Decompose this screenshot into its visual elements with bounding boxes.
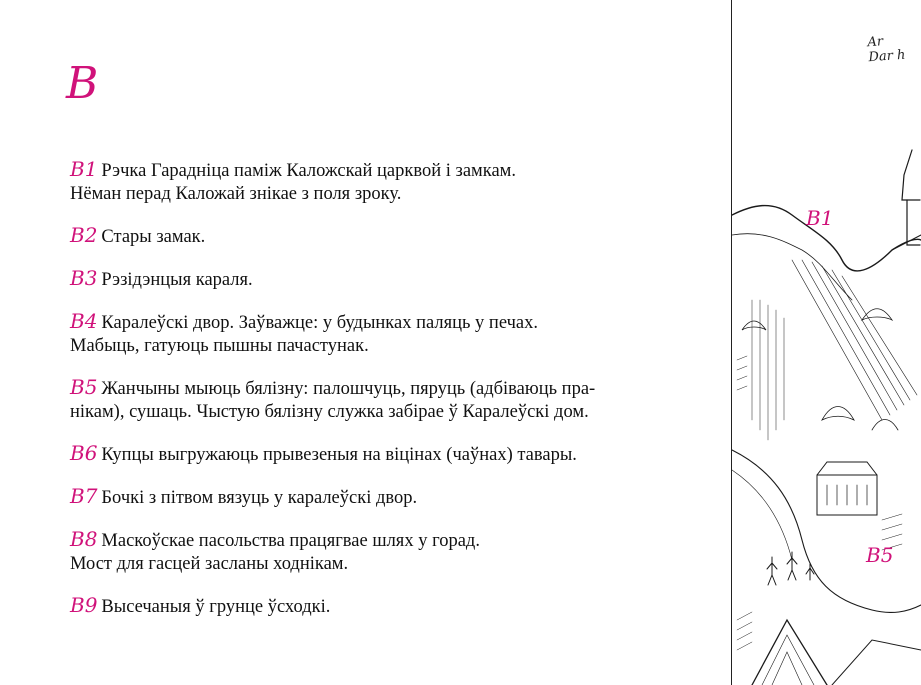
legend-item xyxy=(70,267,710,292)
legend-text-line: Мост для гасцей засланы ходнiкам. xyxy=(70,554,349,574)
legend-text-line: Жанчыны мыюць бялiзну: палошчуць, пяруць (адбiваюць пра- xyxy=(101,379,596,399)
legend-code: В3 xyxy=(70,266,98,290)
legend-text-line: Каралеўскi двор. Заўважце: у будынках паляць у печах. xyxy=(101,313,538,333)
legend-code: В7 xyxy=(70,484,98,508)
engraving-caption-line: Ar xyxy=(866,34,884,51)
legend-list xyxy=(70,158,710,637)
legend-text-line: Мабыць, гатуюць пышны пачастунак. xyxy=(70,336,369,356)
legend-item xyxy=(70,158,710,206)
legend-item xyxy=(70,224,710,249)
section-letter: В xyxy=(66,58,99,109)
legend-code: В8 xyxy=(70,527,98,551)
legend-item xyxy=(70,442,710,467)
legend-text-line: Рэчка Гараднiца памiж Каложскай царквой i замкам. xyxy=(101,161,516,181)
legend-text-line: Нёман перад Каложай знiкае з поля зроку. xyxy=(70,184,402,204)
legend-item xyxy=(70,310,710,358)
legend-item xyxy=(70,528,710,576)
engraving-illustration xyxy=(732,0,921,685)
legend-text-line: Высечаныя ў грунце ўсходкi. xyxy=(101,597,331,617)
legend-text-line: Купцы выгружаюць прывезеныя на вiцiнах (чаўнах) тавары. xyxy=(101,445,577,465)
legend-text-line: нiкам), сушаць. Чыстую бялiзну служка забiрае ў Каралеўскi дом. xyxy=(70,402,589,422)
map-label-b1: В1 xyxy=(806,206,834,230)
map-label-b5: В5 xyxy=(866,543,894,567)
engraving-caption-line: Dar h xyxy=(868,47,906,66)
legend-code: В1 xyxy=(70,157,98,181)
legend-text-line: Рэзiдэнцыя караля. xyxy=(101,270,253,290)
legend-text-line: Стары замак. xyxy=(101,227,206,247)
engraving-caption xyxy=(867,33,906,66)
legend-item xyxy=(70,594,710,619)
engraving-drawing xyxy=(732,0,921,685)
legend-code: В6 xyxy=(70,441,98,465)
legend-item xyxy=(70,485,710,510)
legend-item xyxy=(70,376,710,424)
legend-code: В2 xyxy=(70,223,98,247)
legend-text-line: Маскоўскае пасольства працягвае шлях у горад. xyxy=(101,531,480,551)
legend-code: В4 xyxy=(70,309,98,333)
legend-code: В9 xyxy=(70,593,98,617)
legend-code: В5 xyxy=(70,375,98,399)
legend-text-line: Бочкi з пiтвом вязуць у каралеўскi двор. xyxy=(101,488,418,508)
